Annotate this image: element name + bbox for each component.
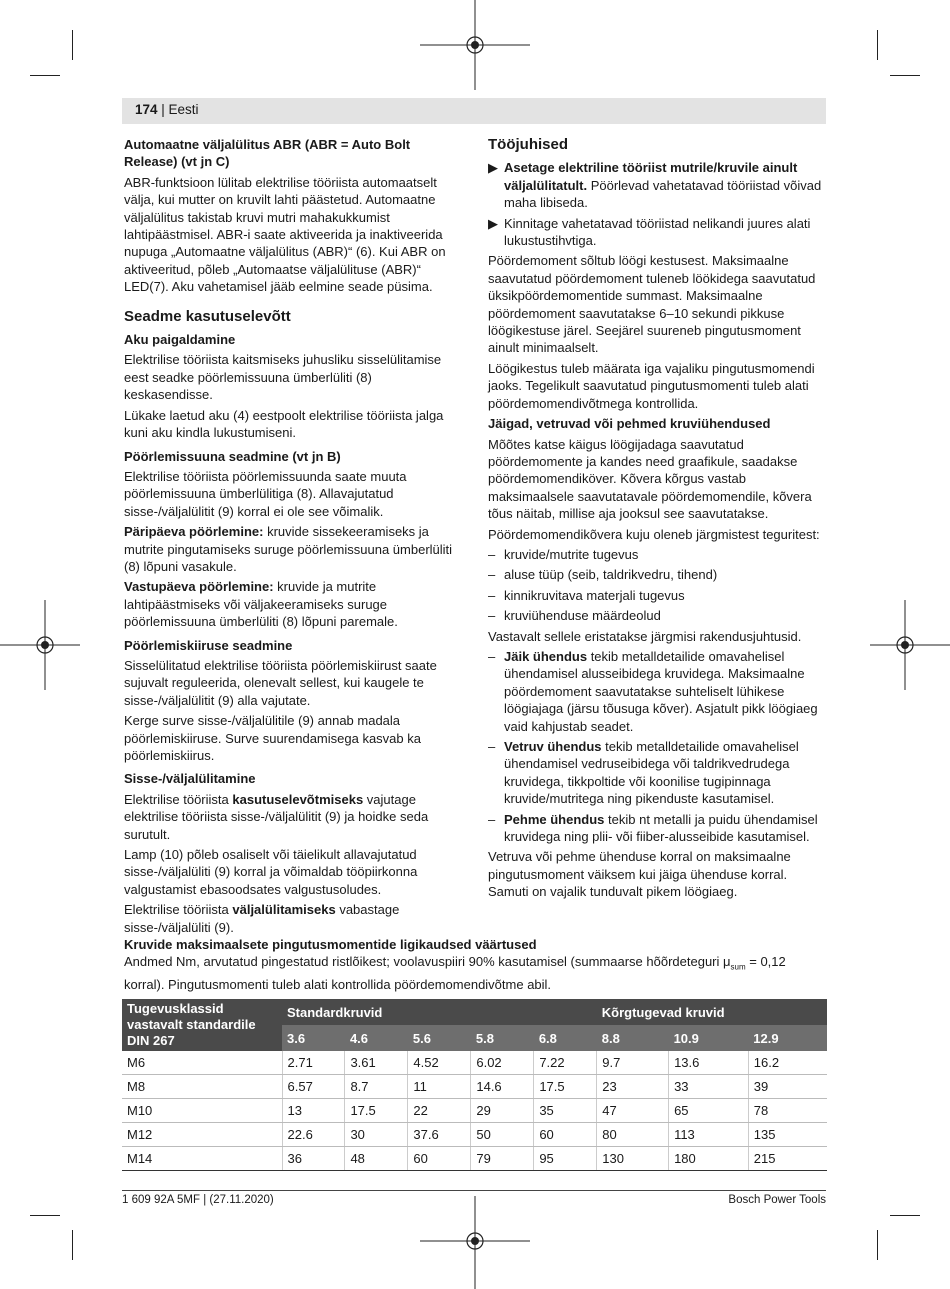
torque-paragraph: Pöördemoment sõltub löögi kestusest. Maksimaalne saavutatud pöördemoment tuleneb löökidega saavutatud üksikpöördemomentide summast. Maksimaalne pöördemoment saavutatakse 6–10 sekundi pikkuse löögikestuse järel. Seejärel suureneb pingutusmoment ainult minimaalselt. [488, 253, 816, 356]
registration-mark-icon [420, 0, 530, 90]
table-cell: 14.6 [471, 1075, 534, 1099]
table-cell: 6.57 [282, 1075, 345, 1099]
crop-mark [72, 1230, 73, 1260]
factor-text: kinnikruvitava materjali tugevus [504, 587, 685, 603]
table-row [122, 1147, 827, 1171]
joints-paragraph: Mõõtes katse käigus löögijadaga saavutatud pöördemomente ja kandes need graafikule, saadakse pöördemomendiköver. Kõvera kõrgus vastab maksimaalsele saavutatavale pöördemomendile, kõvera tõus näitab, millise aja jooksul see saavutatakse. [488, 436, 812, 522]
registration-mark-icon [0, 600, 80, 690]
rotation-paragraph [124, 523, 464, 575]
speed-heading: Pöörlemiskiiruse seadmine [124, 637, 293, 653]
torque-title: Kruvide maksimaalsete pingutusmomentide ligikaudsed väärtused [124, 937, 537, 952]
table-row [122, 1075, 827, 1099]
torque-desc-text: Andmed Nm, arvutatud pingestatud ristlõikest; voolavuspiiri 90% kasutamisel (summaarse hõõrdeteguri μ [124, 954, 731, 970]
registration-mark-icon [420, 1196, 530, 1289]
table-cell: 36 [282, 1147, 345, 1171]
table-cell: 95 [534, 1147, 597, 1171]
factor-item: – kruviühenduse määrdeolud [488, 608, 661, 624]
crop-mark [877, 30, 878, 60]
table-cell: 35 [534, 1099, 597, 1123]
table-cell: 8.7 [345, 1075, 408, 1099]
table-header-high-strength: Kõrgtugevad kruvid [597, 999, 827, 1025]
table-cell: 39 [748, 1075, 827, 1099]
table-row [122, 1123, 827, 1147]
table-cell: 11 [408, 1075, 471, 1099]
table-cell: 4.52 [408, 1051, 471, 1075]
crop-mark [890, 1215, 920, 1216]
table-cell: 2.71 [282, 1051, 345, 1075]
case-text: tekib metalldetailide omavahelisel ühendamisel alusseibidega kruvidega. Maksimaalne pöördemoment saavutatakse suhteliselt lühikese löögiajaga (järsu tõusuga kõver). Asjatult pikk löögiaeg vaid kahjustab seadet. [504, 648, 818, 734]
table-row-label: M8 [122, 1075, 282, 1099]
crop-mark [890, 75, 920, 76]
right-column [488, 136, 826, 904]
case-text: tekib nt metalli ja puidu ühendamisel kruvidega ning plii- või fiiber-alusseibide kasutamisel. [504, 811, 818, 845]
switch-bold: väljalülitamiseks [232, 902, 336, 918]
work-instructions-title: Tööjuhised [488, 136, 568, 153]
section-title: Seadme kasutuselevõtt [124, 307, 291, 325]
case-bold: Vetruv ühendus [504, 739, 602, 754]
page-header [122, 98, 826, 124]
bullet-item [488, 159, 826, 211]
counterclockwise-label: Vastupäeva pöörlemine: [124, 579, 274, 595]
torque-table-body [122, 1051, 827, 1171]
table-header-cell: 4.6 [345, 1025, 408, 1051]
joints-summary: Vetruva või pehme ühenduse korral on maksimaalne pingutusmoment väiksem kui jäiga ühenduse korral. Samuti on vajalik tunduvalt pikem löögiaeg. [488, 849, 791, 900]
aku-paragraph: Lükake laetud aku (4) eestpoolt elektrilise tööriista jalga kuni aku kindla lukustumiseni. [124, 407, 444, 441]
table-cell: 30 [345, 1123, 408, 1147]
joints-heading: Jäigad, vetruvad või pehmed kruviühendused [488, 416, 771, 432]
table-cell: 9.7 [597, 1051, 669, 1075]
bullet-text: Kinnitage vahetatavad tööriistad nelikandi juures alati lukustustihvtiga. [504, 215, 811, 249]
table-cell: 16.2 [748, 1051, 827, 1075]
table-cell: 215 [748, 1147, 827, 1171]
factor-text: aluse tüüp (seib, taldrikvedru, tihend) [504, 567, 718, 583]
table-row-label: M10 [122, 1099, 282, 1123]
cases-intro: Vastavalt sellele eristatakse järgmisi rakendusjuhtusid. [488, 628, 802, 644]
table-cell: 79 [471, 1147, 534, 1171]
speed-paragraph: Kerge surve sisse-/väljalülitile (9) annab madala pöörlemiskiiruse. Surve suurendamisega kasvab ka pöörlemiskiirus. [124, 713, 421, 763]
table-header-cell: 5.8 [471, 1025, 534, 1051]
table-cell: 13 [282, 1099, 345, 1123]
torque-desc-text: = 0,12 korral). Pingutusmomenti tuleb alati kontrollida pöördemomendivõtme abil. [124, 954, 786, 993]
table-header-cell: 5.6 [408, 1025, 471, 1051]
table-row [122, 1099, 827, 1123]
table-cell: 7.22 [534, 1051, 597, 1075]
table-cell: 80 [597, 1123, 669, 1147]
factor-item: – kruvide/mutrite tugevus [488, 546, 639, 562]
table-header-cell: 10.9 [669, 1025, 749, 1051]
table-cell: 78 [748, 1099, 827, 1123]
table-cell: 65 [669, 1099, 749, 1123]
table-header-class: Tugevusklassid vastavalt standardile DIN 267 [122, 999, 282, 1051]
switch-paragraph: Lamp (10) põleb osaliselt või täielikult allavajutatud sisse-/väljalüliti (9) korral ja võimaldab tööpiirkonna valgustamist ebasoodsates valgustusoludes. [124, 847, 418, 897]
speed-paragraph: Sisselülitatud elektrilise tööriista pöörlemiskiirust saate sujuvalt reguleerida, olenevalt sellest, kui kaugele te sisse-/väljalülitit (9) alla vajutate. [124, 657, 437, 708]
bullet-text: Pöörlevad vahetatavad tööriistad võivad maha libiseda. [504, 177, 822, 211]
case-item: – Vetruv ühendus tekib metalldetailide omavahelisel ühendamisel vedruseibidega või taldrikvedrudega kruvidega, tikkpoltide või koonilise tugipinnaga kruvide/mutritega ning pikenduste kasutamisel. [488, 739, 799, 807]
bullet-item [488, 215, 826, 250]
switch-paragraph [124, 791, 464, 843]
table-cell: 29 [471, 1099, 534, 1123]
table-cell: 37.6 [408, 1123, 471, 1147]
table-header-cell: 8.8 [597, 1025, 669, 1051]
bullet-bold: Asetage elektriline tööriist mutrile/kruvile ainult väljalülitatult. [504, 160, 798, 193]
table-cell: 180 [669, 1147, 749, 1171]
case-item: – Pehme ühendus tekib nt metalli ja puidu ühendamisel kruvidega ning plii- või fiiber-alusseibide kasutamisel. [488, 811, 818, 845]
triangle-bullet-icon: ▶ [488, 160, 498, 176]
table-cell: 113 [669, 1123, 749, 1147]
language-label: Eesti [168, 102, 199, 117]
case-bold: Pehme ühendus [504, 811, 605, 827]
torque-section [124, 936, 829, 994]
crop-mark [30, 75, 60, 76]
table-cell: 135 [748, 1123, 827, 1147]
switch-text: Elektrilise tööriista [124, 791, 233, 807]
page-footer [122, 1190, 826, 1206]
table-cell: 13.6 [669, 1051, 749, 1075]
counterclockwise-text: kruvide ja mutrite lahtipäästmiseks või väljakeeramiseks suruge pöörlemissuuna ümberlüliti (8) lõpuni paremale. [124, 579, 398, 630]
crop-mark [877, 1230, 878, 1260]
case-item: – Jäik ühendus tekib metalldetailide omavahelisel ühendamisel alusseibidega kruvidega. Maksimaalne pöördemoment saavutatakse suhteliselt lühikese löögiajaga (järsu tõusuga kõver). Asjatult pikk löögiaeg vaid kahjustab seadet. [488, 648, 818, 734]
case-text: tekib metalldetailide omavahelisel ühendamisel vedruseibidega või taldrikvedrudega kruvidega, tikkpoltide või koonilise tugipinnaga kruvide/mutritega ning pikenduste kasutamisel. [504, 739, 799, 807]
switch-text: vabastage sisse-/väljalüliti (9). [124, 902, 400, 935]
footer-brand: Bosch Power Tools [728, 1194, 826, 1206]
page-number: 174 [135, 102, 158, 117]
factor-item: – aluse tüüp (seib, taldrikvedru, tihend) [488, 567, 718, 583]
torque-desc-subscript: sum [730, 963, 746, 972]
crop-mark [72, 30, 73, 60]
torque-table [122, 999, 827, 1171]
table-cell: 6.02 [471, 1051, 534, 1075]
torque-paragraph: Löögikestus tuleb määrata iga vajaliku pingutusmomendi jaoks. Tegelikult saavutatud pingutusmomenti tuleb alati pöördemomendivõtmega kontrollida. [488, 360, 815, 411]
table-cell: 33 [669, 1075, 749, 1099]
rotation-heading: Pöörlemissuuna seadmine (vt jn B) [124, 448, 341, 464]
factor-item: – kinnikruvitava materjali tugevus [488, 587, 685, 603]
clockwise-text: kruvide sissekeeramiseks ja mutrite pingutamiseks suruge pöörlemissuuna ümberlüliti (8) lõpuni vasakule. [124, 524, 453, 574]
footer-doc-id: 1 609 92A 5MF | (27.11.2020) [122, 1194, 274, 1206]
table-row-label: M6 [122, 1051, 282, 1075]
switch-bold: kasutuselevõtmiseks [232, 791, 364, 807]
table-cell: 17.5 [345, 1099, 408, 1123]
table-cell: 60 [534, 1123, 597, 1147]
factor-text: kruviühenduse määrdeolud [504, 608, 661, 624]
switch-text: vajutage elektrilise tööriista sisse-/väljalülitit (9) ja hoidke seda surutult. [124, 791, 429, 842]
table-row-label: M12 [122, 1123, 282, 1147]
table-row [122, 1051, 827, 1075]
switch-text: Elektrilise tööriista [124, 902, 233, 918]
table-cell: 22 [408, 1099, 471, 1123]
page-number-language: 174 | Eesti [135, 102, 199, 117]
clockwise-label: Päripäeva pöörlemine: [124, 524, 264, 540]
table-cell: 48 [345, 1147, 408, 1171]
table-cell: 3.61 [345, 1051, 408, 1075]
table-cell: 22.6 [282, 1123, 345, 1147]
left-column [124, 136, 464, 939]
table-row-label: M14 [122, 1147, 282, 1171]
table-header-cell: 3.6 [282, 1025, 345, 1051]
switch-heading: Sisse-/väljalülitamine [124, 771, 256, 787]
aku-heading: Aku paigaldamine [124, 332, 236, 348]
table-cell: 60 [408, 1147, 471, 1171]
switch-paragraph [124, 901, 464, 936]
registration-mark-icon [870, 600, 950, 690]
case-bold: Jäik ühendus [504, 648, 588, 664]
factor-text: kruvide/mutrite tugevus [504, 546, 639, 562]
table-header-standard: Standardkruvid [282, 999, 597, 1025]
table-cell: 23 [597, 1075, 669, 1099]
table-header-cell: 6.8 [534, 1025, 597, 1051]
table-cell: 17.5 [534, 1075, 597, 1099]
crop-mark [30, 1215, 60, 1216]
aku-paragraph: Elektrilise tööriista kaitsmiseks juhusliku sisselülitamise eest seadke pöörlemissuuna ümberlüliti (8) keskasendisse. [124, 352, 442, 403]
table-header-cell: 12.9 [748, 1025, 827, 1051]
factors-intro: Pöördemomendikõvera kuju oleneb järgmistest teguritest: [488, 526, 820, 542]
rotation-paragraph: Elektrilise tööriista pöörlemissuunda saate muuta pöörlemissuuna ümberlülitiga (8). Allavajutatud sisse-/väljalülitit (9) korral ei ole see võimalik. [124, 468, 407, 519]
abr-heading: Automaatne väljalülitus ABR (ABR = Auto Bolt Release) (vt jn C) [124, 137, 411, 170]
table-cell: 50 [471, 1123, 534, 1147]
triangle-bullet-icon: ▶ [488, 215, 498, 231]
rotation-paragraph [124, 578, 464, 630]
table-cell: 130 [597, 1147, 669, 1171]
abr-text: ABR-funktsioon lülitab elektrilise tööriista automaatselt välja, kui mutter on kruvilt lahti päästetud. Automaatne väljalülitus takistab kruvi mutri mahakukkumist lahtipäästmisel. ABR-i saate aktiveerida ja inaktiveerida nupuga „Automaatne väljalülitus (ABR)“ (6). Kui ABR on aktiveeritud, põleb „Automaatse väljalülituse (ABR)“ LED(7). Aku vahetamisel jääb eelmine seade püsima. [124, 174, 446, 295]
table-cell: 47 [597, 1099, 669, 1123]
torque-description [124, 953, 829, 993]
